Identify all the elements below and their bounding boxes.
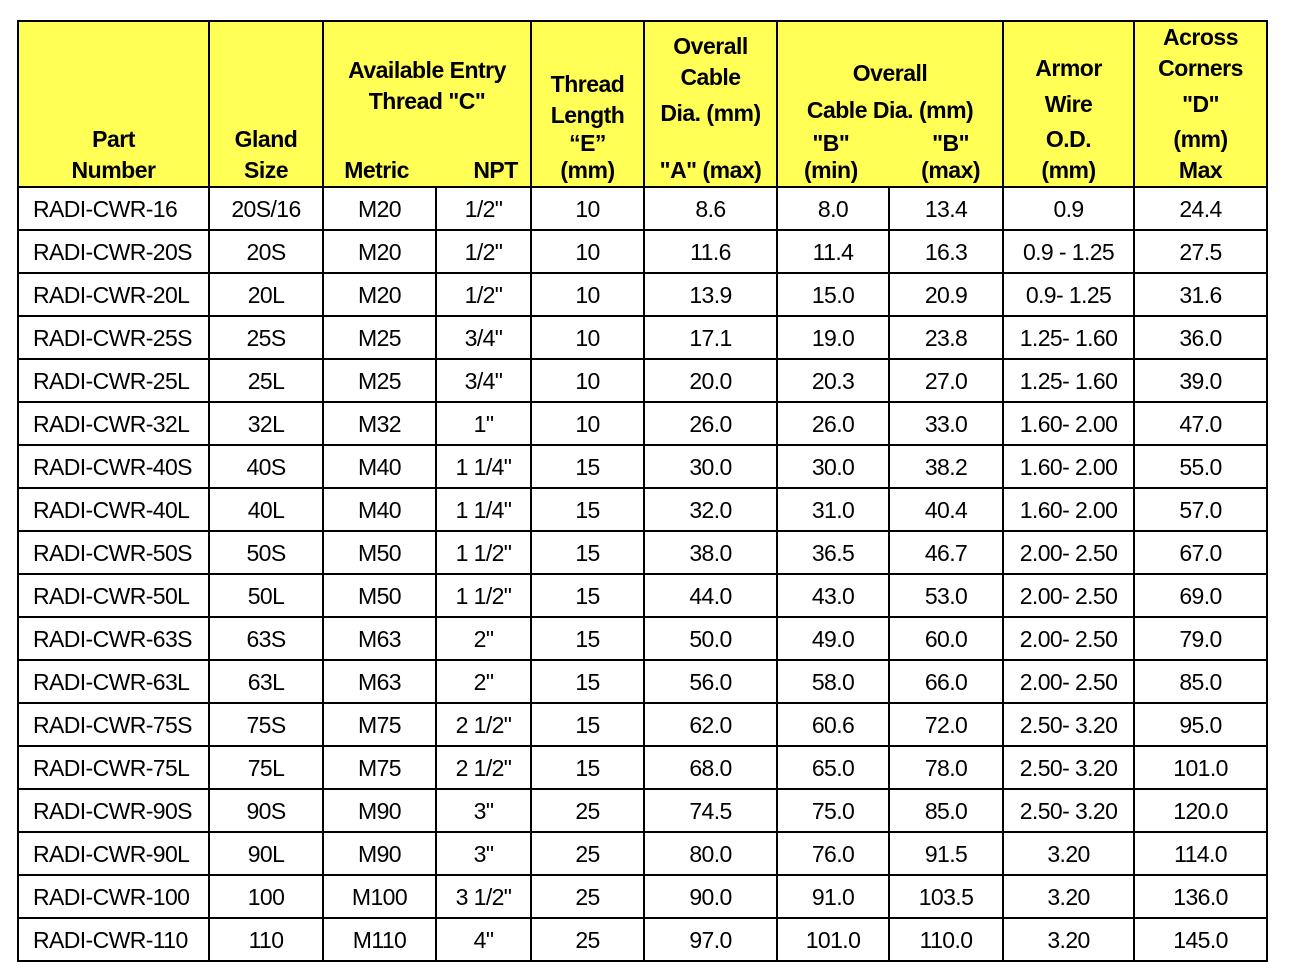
cell-npt-thread: 1/2"	[436, 187, 531, 230]
cell-cable-dia-a-max: 56.0	[644, 660, 777, 703]
cell-part-number: RADI-CWR-110	[18, 918, 209, 961]
cell-cable-dia-b-min: 19.0	[777, 316, 889, 359]
cell-npt-thread: 4"	[436, 918, 531, 961]
header-overall-cable-b	[777, 21, 1003, 187]
table-row	[18, 230, 1267, 273]
cell-npt-thread: 1 1/4"	[436, 445, 531, 488]
table-row	[18, 316, 1267, 359]
cell-cable-dia-b-min: 36.5	[777, 531, 889, 574]
cell-part-number: RADI-CWR-20S	[18, 230, 209, 273]
cell-cable-dia-b-min: 20.3	[777, 359, 889, 402]
cell-metric-thread: M20	[323, 230, 436, 273]
header-text: Size	[243, 157, 289, 183]
cell-cable-dia-b-max: 53.0	[889, 574, 1003, 617]
cell-across-corners-max: 27.5	[1134, 230, 1267, 273]
cell-cable-dia-b-min: 65.0	[777, 746, 889, 789]
table-row	[18, 402, 1267, 445]
cell-armor-wire-od: 3.20	[1003, 832, 1134, 875]
cell-gland-size: 63S	[209, 617, 323, 660]
table-row	[18, 531, 1267, 574]
cell-metric-thread: M20	[323, 187, 436, 230]
cell-metric-thread: M63	[323, 660, 436, 703]
cell-part-number: RADI-CWR-90S	[18, 789, 209, 832]
table-body	[18, 187, 1267, 961]
cell-part-number: RADI-CWR-32L	[18, 402, 209, 445]
cell-cable-dia-a-max: 13.9	[644, 273, 777, 316]
table-row	[18, 488, 1267, 531]
cell-gland-size: 20L	[209, 273, 323, 316]
cell-part-number: RADI-CWR-25S	[18, 316, 209, 359]
header-text: Dia. (mm)	[660, 100, 761, 126]
cell-part-number: RADI-CWR-75S	[18, 703, 209, 746]
header-text: Overall	[852, 60, 928, 86]
cell-cable-dia-b-max: 72.0	[889, 703, 1003, 746]
cell-cable-dia-a-max: 30.0	[644, 445, 777, 488]
cell-gland-size: 75S	[209, 703, 323, 746]
cell-gland-size: 100	[209, 875, 323, 918]
cell-armor-wire-od: 2.50- 3.20	[1003, 746, 1134, 789]
table-row	[18, 703, 1267, 746]
cell-armor-wire-od: 0.9	[1003, 187, 1134, 230]
cell-cable-dia-b-max: 103.5	[889, 875, 1003, 918]
header-gland-size	[209, 21, 323, 187]
table-row	[18, 574, 1267, 617]
cell-thread-length: 15	[531, 574, 644, 617]
cell-gland-size: 50L	[209, 574, 323, 617]
header-text: (mm)	[560, 157, 615, 183]
cell-across-corners-max: 136.0	[1134, 875, 1267, 918]
cell-npt-thread: 3 1/2"	[436, 875, 531, 918]
header-text: (min)	[804, 157, 858, 183]
cell-across-corners-max: 47.0	[1134, 402, 1267, 445]
cell-armor-wire-od: 1.60- 2.00	[1003, 488, 1134, 531]
cell-npt-thread: 2"	[436, 617, 531, 660]
cell-part-number: RADI-CWR-63S	[18, 617, 209, 660]
cell-metric-thread: M63	[323, 617, 436, 660]
cell-cable-dia-b-min: 30.0	[777, 445, 889, 488]
cell-part-number: RADI-CWR-50L	[18, 574, 209, 617]
cell-npt-thread: 1/2"	[436, 273, 531, 316]
cell-armor-wire-od: 2.50- 3.20	[1003, 789, 1134, 832]
cell-npt-thread: 1 1/2"	[436, 574, 531, 617]
cell-across-corners-max: 24.4	[1134, 187, 1267, 230]
cable-b-subheaders	[778, 131, 1002, 186]
cell-gland-size: 90L	[209, 832, 323, 875]
cell-across-corners-max: 57.0	[1134, 488, 1267, 531]
cell-thread-length: 15	[531, 488, 644, 531]
header-text: Length	[550, 102, 625, 128]
cell-metric-thread: M25	[323, 316, 436, 359]
table-row	[18, 918, 1267, 961]
cell-cable-dia-a-max: 32.0	[644, 488, 777, 531]
table-row	[18, 789, 1267, 832]
cell-armor-wire-od: 0.9- 1.25	[1003, 273, 1134, 316]
cell-armor-wire-od: 2.00- 2.50	[1003, 617, 1134, 660]
header-text: Thread	[550, 71, 625, 97]
cell-cable-dia-a-max: 80.0	[644, 832, 777, 875]
cell-thread-length: 15	[531, 617, 644, 660]
cell-thread-length: 15	[531, 531, 644, 574]
cell-thread-length: 10	[531, 230, 644, 273]
header-text: Across	[1163, 24, 1239, 50]
cell-part-number: RADI-CWR-20L	[18, 273, 209, 316]
cell-cable-dia-b-max: 78.0	[889, 746, 1003, 789]
cell-cable-dia-b-max: 46.7	[889, 531, 1003, 574]
cell-metric-thread: M32	[323, 402, 436, 445]
cell-cable-dia-a-max: 68.0	[644, 746, 777, 789]
cell-npt-thread: 3"	[436, 832, 531, 875]
table-row	[18, 187, 1267, 230]
header-text: "B"	[812, 130, 850, 156]
cell-thread-length: 10	[531, 273, 644, 316]
cell-thread-length: 15	[531, 445, 644, 488]
cell-metric-thread: M110	[323, 918, 436, 961]
cell-cable-dia-b-min: 58.0	[777, 660, 889, 703]
header-text: Thread "C"	[368, 88, 486, 114]
table-row	[18, 273, 1267, 316]
cell-cable-dia-a-max: 38.0	[644, 531, 777, 574]
table-header	[18, 21, 1267, 187]
header-armor-wire	[1003, 21, 1134, 187]
cell-across-corners-max: 39.0	[1134, 359, 1267, 402]
cell-part-number: RADI-CWR-90L	[18, 832, 209, 875]
cell-metric-thread: M20	[323, 273, 436, 316]
cell-gland-size: 20S	[209, 230, 323, 273]
cell-across-corners-max: 95.0	[1134, 703, 1267, 746]
cell-armor-wire-od: 1.60- 2.00	[1003, 402, 1134, 445]
cell-cable-dia-a-max: 62.0	[644, 703, 777, 746]
cell-cable-dia-b-max: 85.0	[889, 789, 1003, 832]
cell-armor-wire-od: 2.00- 2.50	[1003, 660, 1134, 703]
cell-metric-thread: M100	[323, 875, 436, 918]
cell-across-corners-max: 69.0	[1134, 574, 1267, 617]
header-entry-thread	[323, 21, 531, 187]
cell-metric-thread: M40	[323, 488, 436, 531]
cell-thread-length: 10	[531, 359, 644, 402]
cell-part-number: RADI-CWR-100	[18, 875, 209, 918]
cell-across-corners-max: 36.0	[1134, 316, 1267, 359]
cell-across-corners-max: 101.0	[1134, 746, 1267, 789]
cell-cable-dia-b-max: 13.4	[889, 187, 1003, 230]
cell-cable-dia-a-max: 17.1	[644, 316, 777, 359]
cell-part-number: RADI-CWR-75L	[18, 746, 209, 789]
cell-thread-length: 25	[531, 875, 644, 918]
header-text: Overall	[673, 33, 748, 59]
cell-thread-length: 15	[531, 746, 644, 789]
cell-metric-thread: M50	[323, 531, 436, 574]
cell-cable-dia-b-max: 23.8	[889, 316, 1003, 359]
cell-gland-size: 20S/16	[209, 187, 323, 230]
cell-thread-length: 15	[531, 660, 644, 703]
table-row	[18, 832, 1267, 875]
cell-cable-dia-b-min: 91.0	[777, 875, 889, 918]
cell-part-number: RADI-CWR-16	[18, 187, 209, 230]
cell-thread-length: 15	[531, 703, 644, 746]
header-metric: Metric	[344, 157, 409, 183]
cell-cable-dia-a-max: 26.0	[644, 402, 777, 445]
header-text: Armor	[1035, 55, 1102, 81]
cell-thread-length: 10	[531, 316, 644, 359]
cell-metric-thread: M25	[323, 359, 436, 402]
cell-gland-size: 110	[209, 918, 323, 961]
header-text: "D"	[1182, 91, 1219, 117]
cell-metric-thread: M90	[323, 832, 436, 875]
cell-metric-thread: M40	[323, 445, 436, 488]
cell-cable-dia-b-min: 26.0	[777, 402, 889, 445]
cell-cable-dia-b-max: 91.5	[889, 832, 1003, 875]
header-npt: NPT	[473, 157, 518, 183]
cell-armor-wire-od: 1.25- 1.60	[1003, 316, 1134, 359]
cell-armor-wire-od: 3.20	[1003, 918, 1134, 961]
header-part-number	[18, 21, 209, 187]
cell-npt-thread: 1 1/2"	[436, 531, 531, 574]
cell-cable-dia-b-min: 101.0	[777, 918, 889, 961]
cell-across-corners-max: 55.0	[1134, 445, 1267, 488]
cell-cable-dia-b-max: 38.2	[889, 445, 1003, 488]
header-text: Cable	[680, 64, 741, 90]
cell-across-corners-max: 79.0	[1134, 617, 1267, 660]
header-text: Corners	[1158, 55, 1243, 81]
header-text: “E”	[569, 130, 606, 156]
header-across-corners	[1134, 21, 1267, 187]
cell-cable-dia-a-max: 90.0	[644, 875, 777, 918]
table-row	[18, 359, 1267, 402]
cell-across-corners-max: 31.6	[1134, 273, 1267, 316]
header-b-max	[921, 131, 980, 186]
cell-npt-thread: 1 1/4"	[436, 488, 531, 531]
cell-cable-dia-b-min: 49.0	[777, 617, 889, 660]
cell-across-corners-max: 85.0	[1134, 660, 1267, 703]
cell-cable-dia-a-max: 8.6	[644, 187, 777, 230]
header-text: Available Entry	[348, 57, 506, 83]
cell-gland-size: 25L	[209, 359, 323, 402]
cell-cable-dia-b-min: 76.0	[777, 832, 889, 875]
cell-cable-dia-b-max: 33.0	[889, 402, 1003, 445]
cell-cable-dia-b-min: 11.4	[777, 230, 889, 273]
cell-cable-dia-b-max: 40.4	[889, 488, 1003, 531]
cell-gland-size: 25S	[209, 316, 323, 359]
cell-part-number: RADI-CWR-25L	[18, 359, 209, 402]
cell-cable-dia-b-max: 27.0	[889, 359, 1003, 402]
cell-across-corners-max: 145.0	[1134, 918, 1267, 961]
cell-gland-size: 90S	[209, 789, 323, 832]
cell-npt-thread: 2 1/2"	[436, 746, 531, 789]
entry-thread-subheaders	[324, 155, 530, 186]
cell-thread-length: 25	[531, 918, 644, 961]
cell-metric-thread: M50	[323, 574, 436, 617]
cell-part-number: RADI-CWR-40S	[18, 445, 209, 488]
table-row	[18, 617, 1267, 660]
cell-gland-size: 63L	[209, 660, 323, 703]
cell-thread-length: 10	[531, 402, 644, 445]
cell-cable-dia-b-min: 31.0	[777, 488, 889, 531]
cell-cable-dia-b-max: 110.0	[889, 918, 1003, 961]
header-text: (max)	[921, 157, 981, 183]
cell-npt-thread: 3"	[436, 789, 531, 832]
cell-part-number: RADI-CWR-63L	[18, 660, 209, 703]
cell-cable-dia-b-min: 60.6	[777, 703, 889, 746]
cell-cable-dia-a-max: 11.6	[644, 230, 777, 273]
cell-cable-dia-b-min: 15.0	[777, 273, 889, 316]
cell-cable-dia-b-min: 75.0	[777, 789, 889, 832]
cable-gland-spec-table	[17, 20, 1268, 962]
cell-npt-thread: 1"	[436, 402, 531, 445]
header-text: O.D.	[1045, 126, 1092, 152]
cell-cable-dia-b-max: 66.0	[889, 660, 1003, 703]
table-row	[18, 746, 1267, 789]
cell-cable-dia-b-max: 20.9	[889, 273, 1003, 316]
header-text: Gland	[234, 126, 298, 152]
cell-armor-wire-od: 0.9 - 1.25	[1003, 230, 1134, 273]
header-overall-cable-a	[644, 21, 777, 187]
cell-npt-thread: 2"	[436, 660, 531, 703]
cell-cable-dia-a-max: 74.5	[644, 789, 777, 832]
cell-cable-dia-a-max: 20.0	[644, 359, 777, 402]
cell-across-corners-max: 67.0	[1134, 531, 1267, 574]
header-text: "A" (max)	[659, 157, 762, 183]
header-text: Number	[71, 157, 156, 183]
table-row	[18, 660, 1267, 703]
table-row	[18, 875, 1267, 918]
cell-cable-dia-a-max: 50.0	[644, 617, 777, 660]
cell-armor-wire-od: 2.00- 2.50	[1003, 531, 1134, 574]
cell-thread-length: 10	[531, 187, 644, 230]
cell-cable-dia-b-min: 43.0	[777, 574, 889, 617]
cell-across-corners-max: 120.0	[1134, 789, 1267, 832]
cell-cable-dia-b-max: 16.3	[889, 230, 1003, 273]
cell-armor-wire-od: 1.60- 2.00	[1003, 445, 1134, 488]
cell-thread-length: 25	[531, 789, 644, 832]
cell-cable-dia-b-min: 8.0	[777, 187, 889, 230]
cell-metric-thread: M75	[323, 746, 436, 789]
cell-gland-size: 40L	[209, 488, 323, 531]
header-text: Wire	[1044, 91, 1093, 117]
cell-thread-length: 25	[531, 832, 644, 875]
cell-gland-size: 50S	[209, 531, 323, 574]
header-text: "B"	[932, 130, 970, 156]
header-text: Cable Dia. (mm)	[806, 97, 974, 123]
header-text: (mm)	[1041, 157, 1096, 183]
cell-npt-thread: 3/4"	[436, 316, 531, 359]
header-thread-length	[531, 21, 644, 187]
cell-npt-thread: 1/2"	[436, 230, 531, 273]
cell-metric-thread: M90	[323, 789, 436, 832]
cell-part-number: RADI-CWR-50S	[18, 531, 209, 574]
cell-npt-thread: 3/4"	[436, 359, 531, 402]
header-text: Part	[92, 126, 135, 152]
cell-gland-size: 40S	[209, 445, 323, 488]
header-text: Max	[1178, 157, 1223, 183]
table-row	[18, 445, 1267, 488]
cell-npt-thread: 2 1/2"	[436, 703, 531, 746]
cell-cable-dia-a-max: 44.0	[644, 574, 777, 617]
cell-armor-wire-od: 2.50- 3.20	[1003, 703, 1134, 746]
cell-armor-wire-od: 3.20	[1003, 875, 1134, 918]
cell-armor-wire-od: 2.00- 2.50	[1003, 574, 1134, 617]
cell-across-corners-max: 114.0	[1134, 832, 1267, 875]
cell-armor-wire-od: 1.25- 1.60	[1003, 359, 1134, 402]
cell-gland-size: 32L	[209, 402, 323, 445]
cell-cable-dia-a-max: 97.0	[644, 918, 777, 961]
cell-gland-size: 75L	[209, 746, 323, 789]
header-text: (mm)	[1173, 126, 1228, 152]
cell-part-number: RADI-CWR-40L	[18, 488, 209, 531]
cell-metric-thread: M75	[323, 703, 436, 746]
cell-cable-dia-b-max: 60.0	[889, 617, 1003, 660]
header-b-min	[804, 131, 858, 186]
